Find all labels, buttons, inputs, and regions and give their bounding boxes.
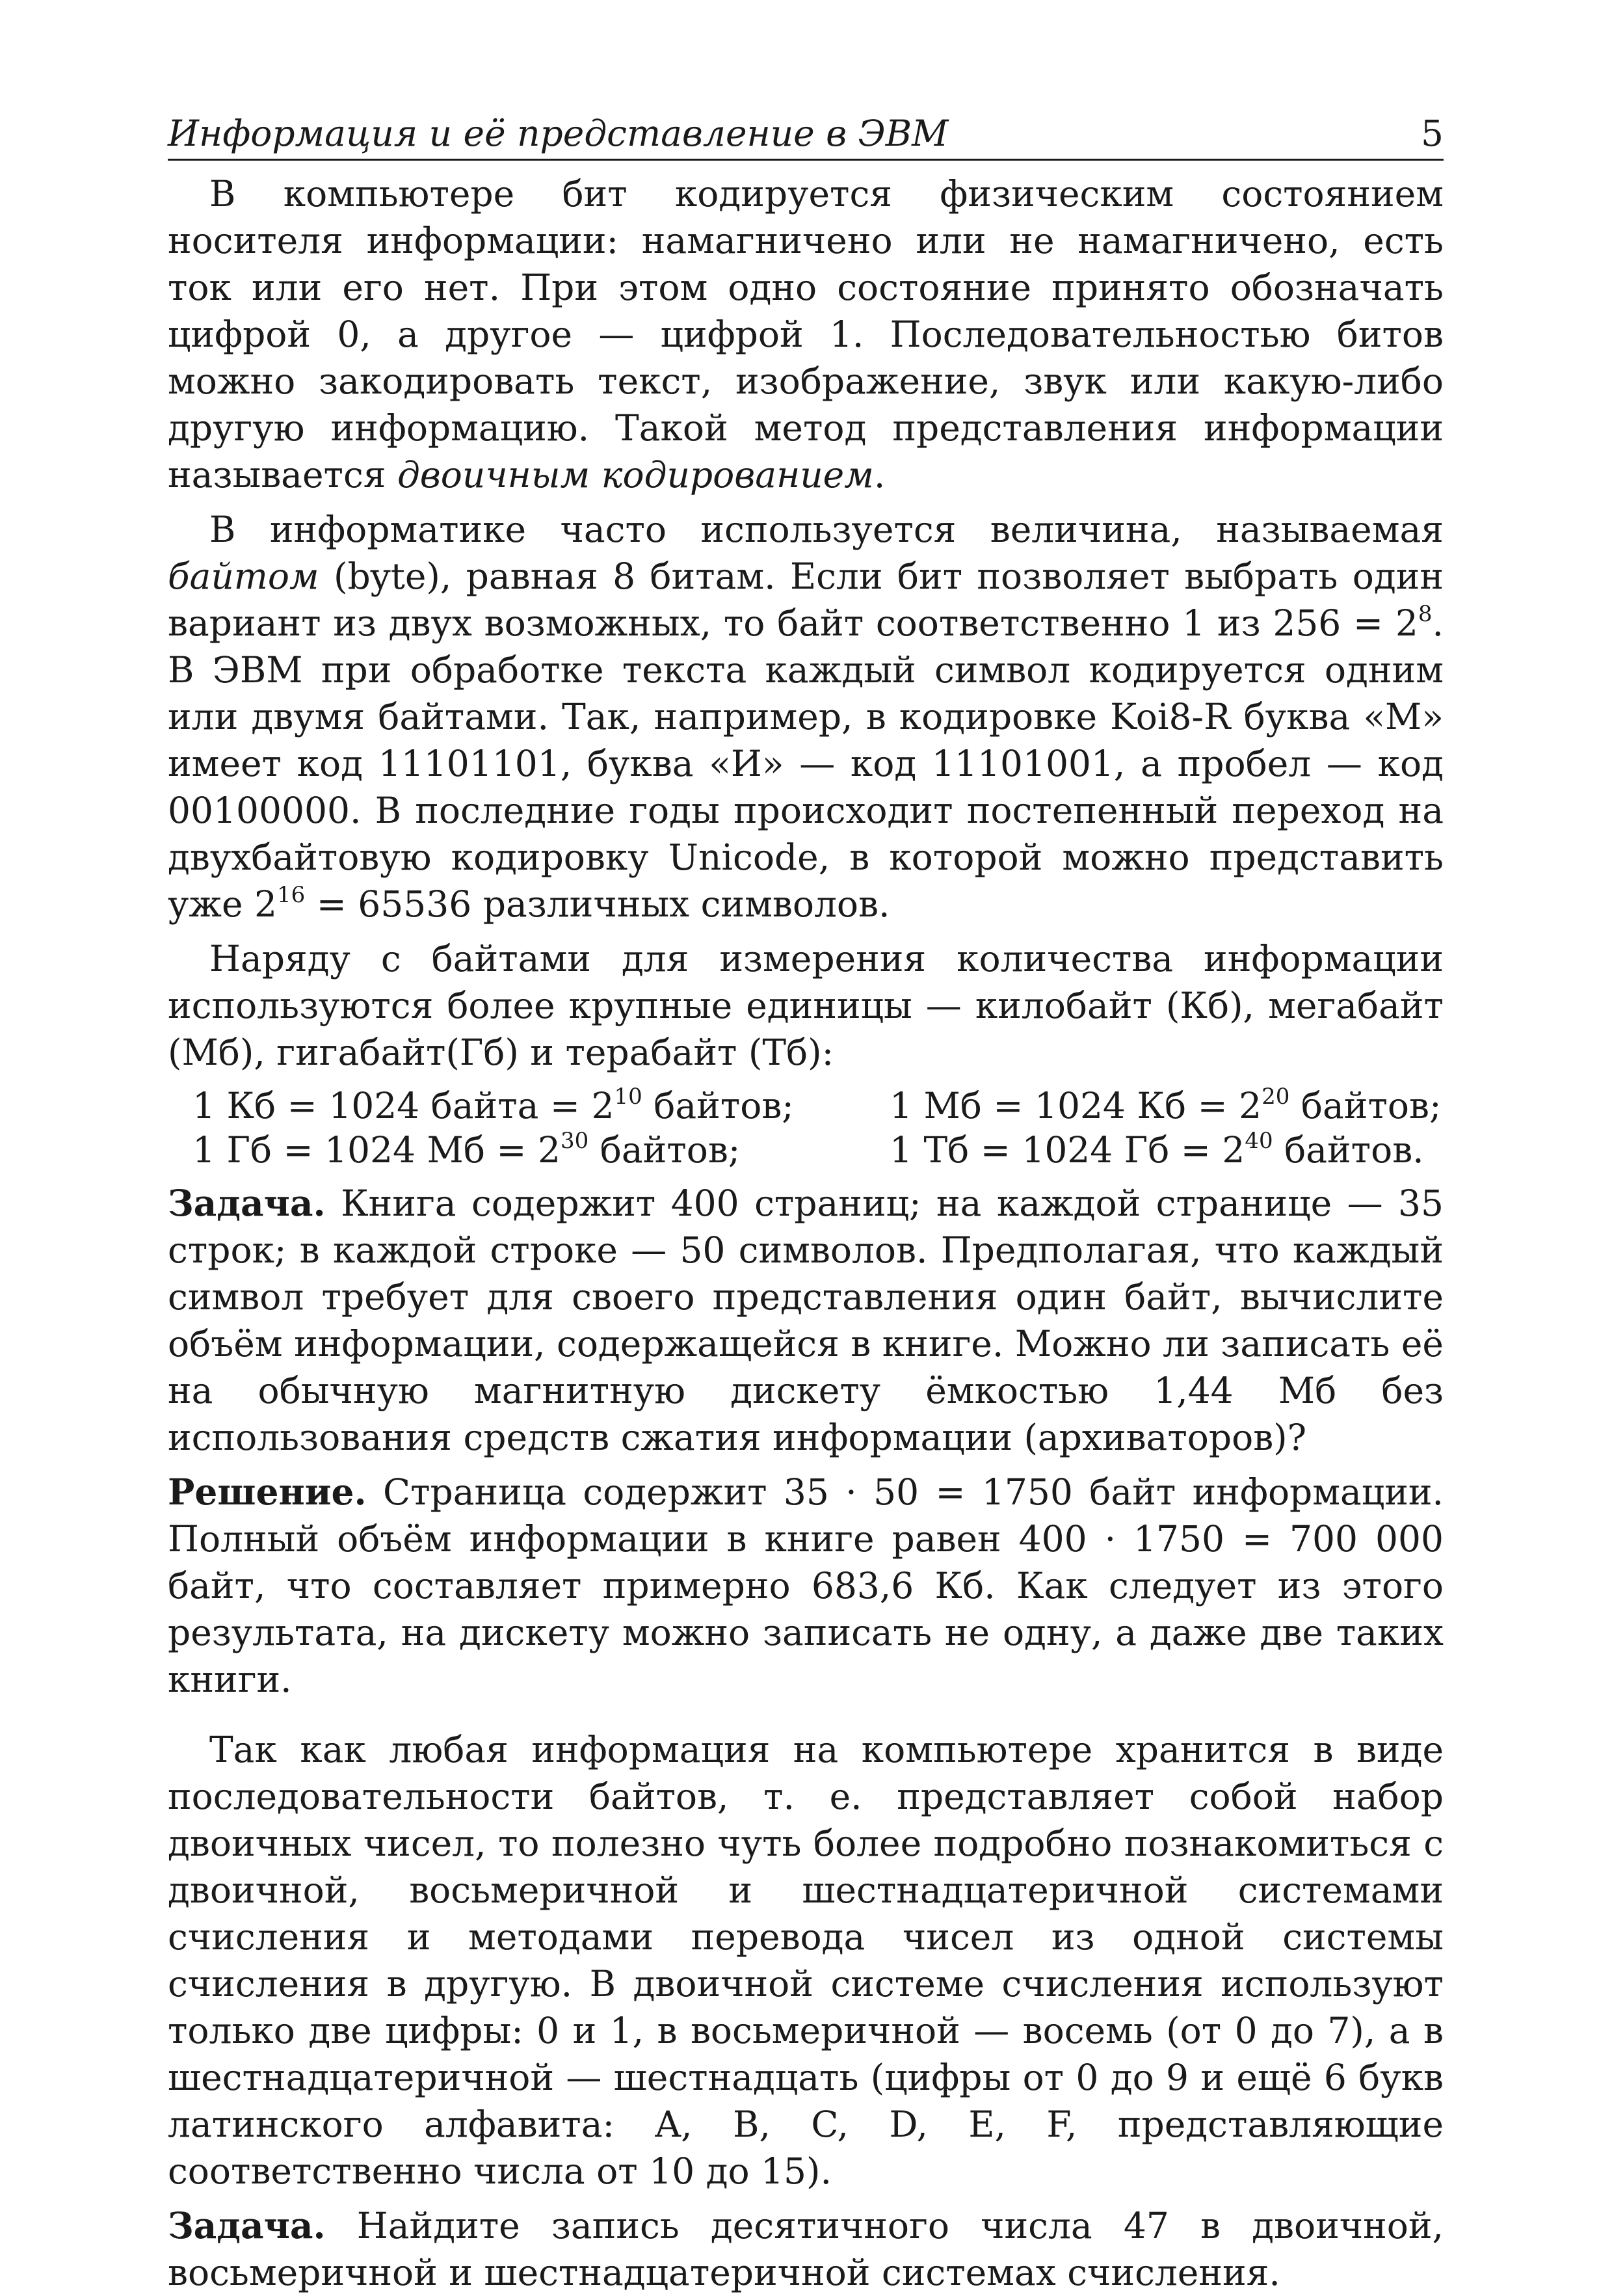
- unit-terabyte: 1 Тб = 1024 Гб = $2^{40}$ байтов.: [890, 1128, 1424, 1171]
- term-byte: байтом: [168, 555, 319, 597]
- header-rule: [168, 159, 1444, 161]
- unit-megabyte: 1 Мб = 1024 Кб = $2^{20}$ байтов;: [890, 1084, 1442, 1127]
- task-book-size: Задача. Книга содержит 400 страниц; на каждой странице — 35 строк; в каждой строке — 50 символов. Предполагая, что каждый символ требует для своего представления один байт, вычислите объём информации, содержащейся в книге. Можно ли записать её на обычную магнитную дискету ёмкостью 1,44 Мб без использования средств сжатия информации (архиваторов)?: [168, 1182, 1444, 1458]
- paragraph-byte: В информатике часто используется величина, называемая байтом (byte), равная 8 битам. Если бит позволяет выбрать один вариант из двух возможных, то байт соответственно 1 из $256 = 2^8$. В ЭВМ при обработке текста каждый символ кодируется одним или двумя байтами. Так, например, в кодировке Koi8-R буква «М» имеет код 11101101, буква «И» — код 11101001, а пробел — код 00100000. В последние годы происходит постепенный переход на двухбайтовую кодировку Unicode, в которой можно представить уже $2^{16} = 65536$ различных символов.: [168, 509, 1444, 925]
- page-body: [168, 170, 1444, 2296]
- page-number: 5: [1421, 113, 1444, 154]
- term-binary-coding: двоичным кодированием: [397, 454, 874, 496]
- task-label: Задача.: [168, 1182, 326, 1224]
- running-header: [168, 111, 1444, 156]
- unit-kilobyte: 1 Кб = 1024 байта = $2^{10}$ байтов;: [192, 1084, 794, 1127]
- task-number-47: Задача. Найдите запись десятичного числа 47 в двоичной, восьмеричной и шестнадцатеричной системах счисления.: [168, 2204, 1444, 2293]
- solution-label: Решение.: [168, 1471, 367, 1513]
- paragraph-units: Наряду с байтами для измерения количества информации используются более крупные единицы — килобайт (Кб), мегабайт (Мб), гигабайт(Гб) и терабайт (Тб):: [168, 938, 1444, 1073]
- units-row: [168, 1084, 1444, 1128]
- running-header-title: Информация и её представление в ЭВМ: [168, 113, 949, 154]
- units-table: [168, 1084, 1444, 1172]
- paragraph-number-systems: Так как любая информация на компьютере хранится в виде последовательности байтов, т. е. представляет собой набор двоичных чисел, то полезно чуть более подробно познакомиться с двоичной, восьмеричной и шестнадцатеричной системами счисления и методами перевода чисел из одной системы счисления в другую. В двоичной системе счисления используют только две цифры: 0 и 1, в восьмеричной — восемь (от 0 до 7), а в шестнадцатеричной — шестнадцать (цифры от 0 до 9 и ещё 6 букв латинского алфавита: A, B, C, D, E, F, представляющие соответственно числа от 10 до 15).: [168, 1729, 1444, 2192]
- units-row: [168, 1128, 1444, 1172]
- task-label: Задача.: [168, 2204, 326, 2247]
- solution-book-size: Решение. Страница содержит 35 · 50 = 1750 байт информации. Полный объём информации в книге равен 400 · 1750 = 700 000 байт, что составляет примерно 683,6 Кб. Как следует из этого результата, на дискету можно записать не одну, а даже две таких книги.: [168, 1471, 1444, 1700]
- unit-gigabyte: 1 Гб = 1024 Мб = $2^{30}$ байтов;: [192, 1128, 741, 1171]
- paragraph-bit-encoding: В компьютере бит кодируется физическим состоянием носителя информации: намагничено или не намагничено, есть ток или его нет. При этом одно состояние принято обозначать цифрой 0, а другое — цифрой 1. Последовательностью битов можно закодировать текст, изображение, звук или какую-либо другую информацию. Такой метод представления информации называется двоичным кодированием.: [168, 173, 1444, 496]
